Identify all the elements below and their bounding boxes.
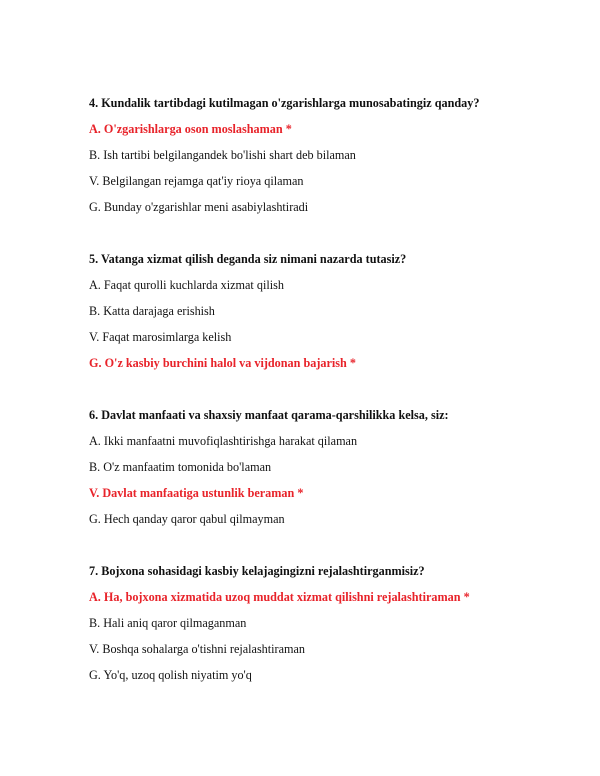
question-title: 4. Kundalik tartibdagi kutilmagan o'zgarishlarga munosabatingiz qanday? <box>89 96 480 110</box>
question-title: 5. Vatanga xizmat qilish deganda siz nimani nazarda tutasiz? <box>89 252 407 266</box>
option-b: B. Ish tartibi belgilangandek bo'lishi shart deb bilaman <box>89 148 356 162</box>
question-title: 7. Bojxona sohasidagi kasbiy kelajagingizni rejalashtirganmisiz? <box>89 564 425 578</box>
option-a: A. Ha, bojxona xizmatida uzoq muddat xizmat qilishni rejalashtiraman * <box>89 590 470 604</box>
option-v: V. Belgilangan rejamga qat'iy rioya qilaman <box>89 174 304 188</box>
option-a: A. O'zgarishlarga oson moslashaman * <box>89 122 292 136</box>
question-4 <box>89 96 559 215</box>
option-b: B. O'z manfaatim tomonida bo'laman <box>89 460 272 474</box>
option-g: G. O'z kasbiy burchini halol va vijdonan bajarish * <box>89 356 356 370</box>
option-b: B. Hali aniq qaror qilmaganman <box>89 616 247 630</box>
option-v: V. Davlat manfaatiga ustunlik beraman * <box>89 486 304 500</box>
question-5 <box>89 252 559 371</box>
option-a: A. Ikki manfaatni muvofiqlashtirishga harakat qilaman <box>89 434 358 448</box>
question-6 <box>89 408 559 527</box>
option-v: V. Faqat marosimlarga kelish <box>89 330 232 344</box>
option-v: V. Boshqa sohalarga o'tishni rejalashtiraman <box>89 642 305 656</box>
option-a: A. Faqat qurolli kuchlarda xizmat qilish <box>89 278 284 292</box>
option-g: G. Bunday o'zgarishlar meni asabiylashtiradi <box>89 200 309 214</box>
question-title: 6. Davlat manfaati va shaxsiy manfaat qarama-qarshilikka kelsa, siz: <box>89 408 449 422</box>
option-b: B. Katta darajaga erishish <box>89 304 215 318</box>
option-g: G. Yo'q, uzoq qolish niyatim yo'q <box>89 668 252 682</box>
option-g: G. Hech qanday qaror qabul qilmayman <box>89 512 285 526</box>
question-7 <box>89 564 559 683</box>
